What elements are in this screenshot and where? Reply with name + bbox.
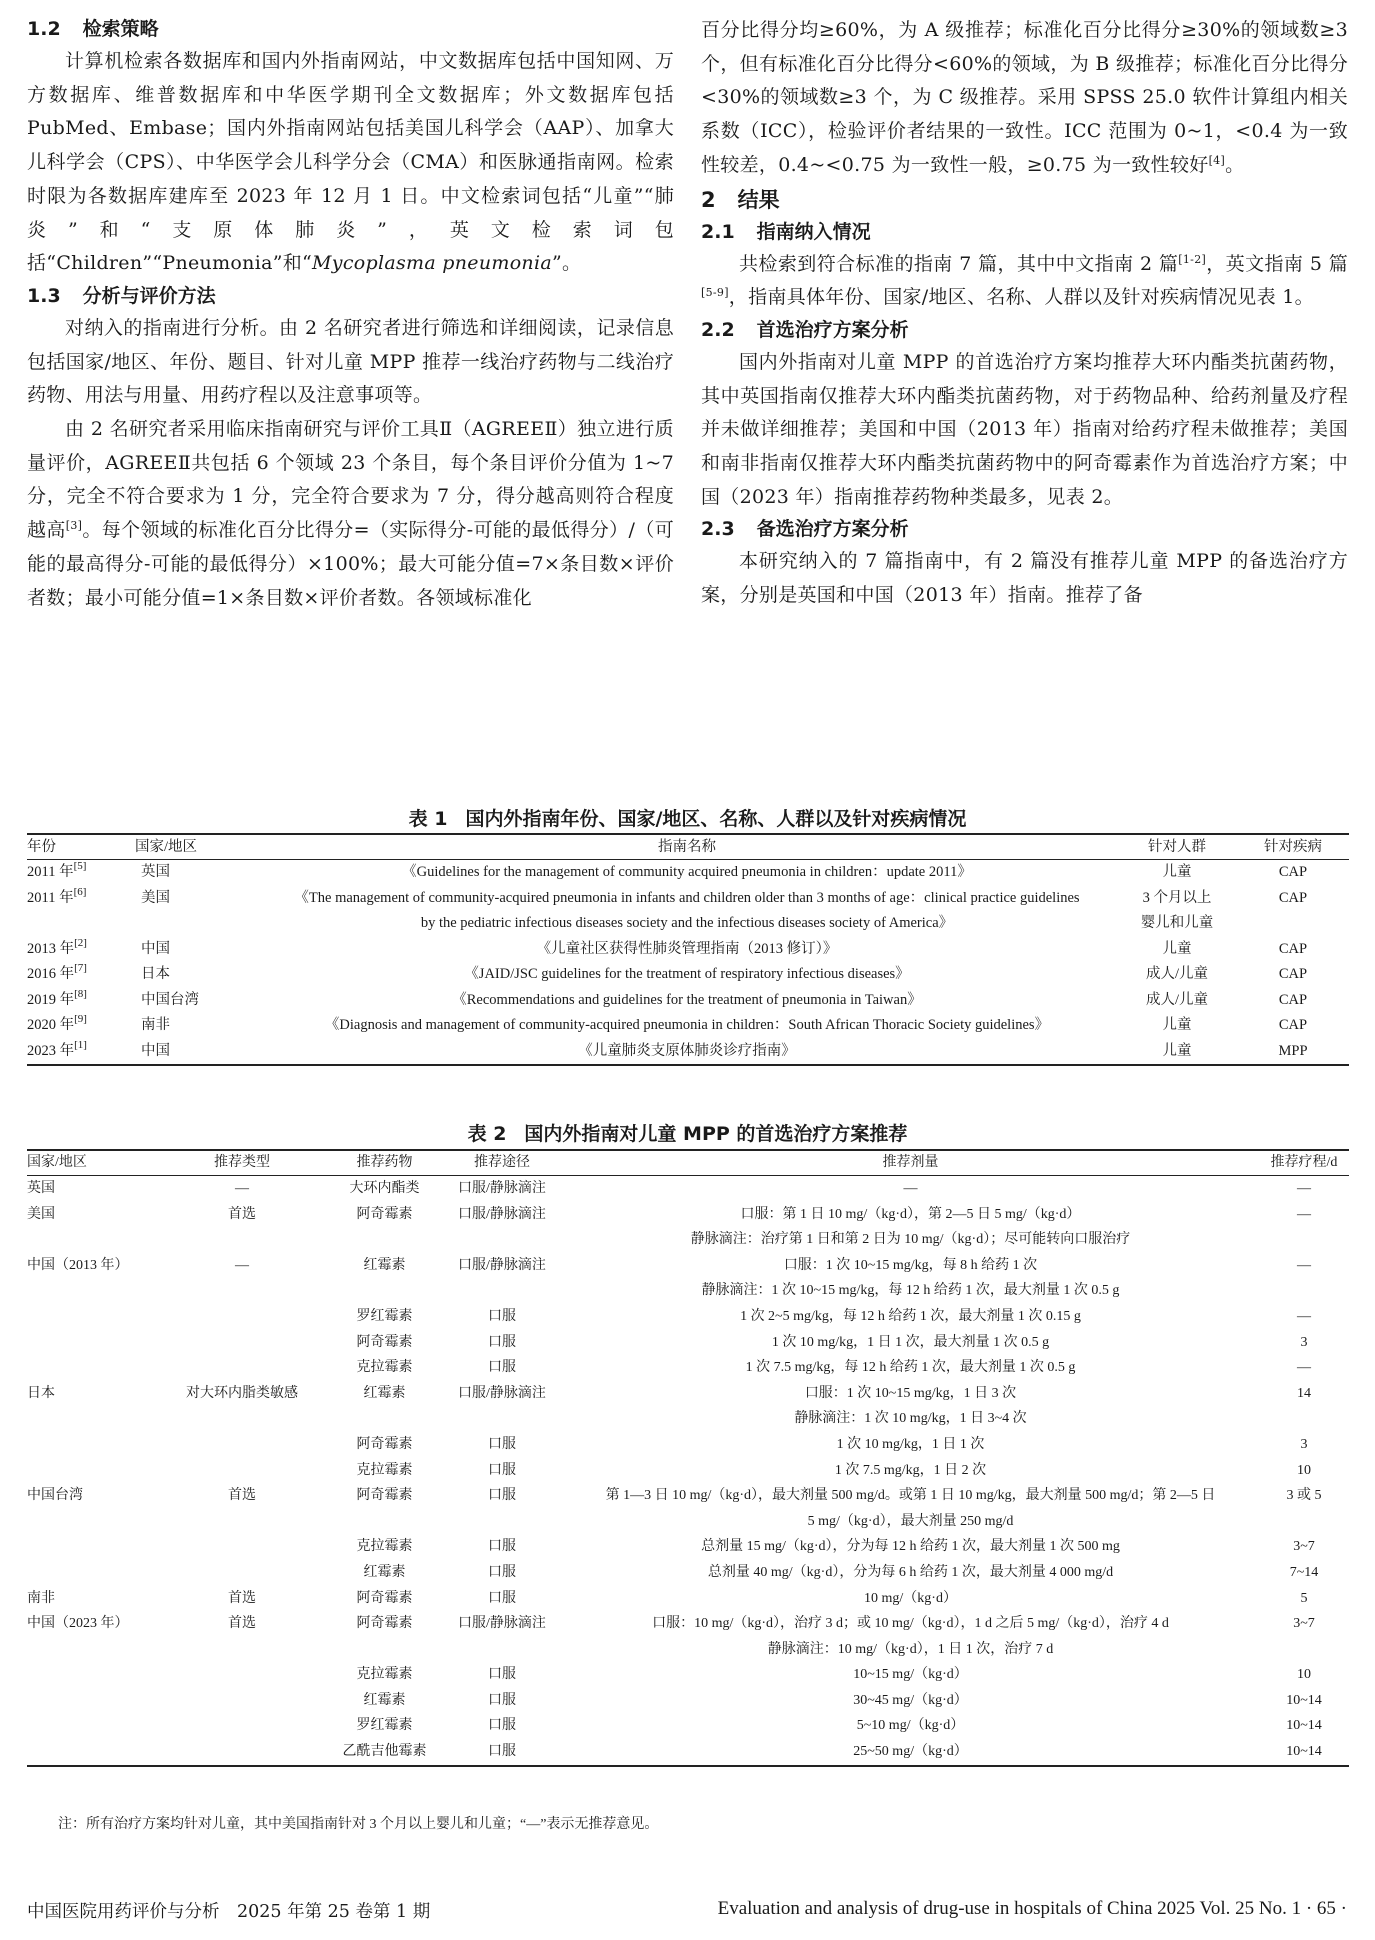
paragraph-first-line: 国内外指南对儿童 MPP 的首选治疗方案均推荐大环内酯类抗菌药物，其中英国指南仅推荐大环内酯类抗菌药物，对于药物品种、给药剂量及疗程并未做详细推荐；美国和中国（2013 年）指南对给药疗程未做推荐；美国和南非指南仅推荐大环内酯类抗菌药物中的阿奇霉素作为首选治疗方案；中国（2023 年）指南推荐药物种类最多，见表 2。 <box>701 350 1348 508</box>
citation-ref[interactable]: [1-2] <box>1178 252 1207 266</box>
table2-cell-drug: 阿奇霉素 <box>356 1436 413 1452</box>
table2-row <box>27 1304 1349 1330</box>
table2-cell-drug: 阿奇霉素 <box>356 1334 413 1350</box>
table2-header: 国家/地区 <box>27 1155 87 1170</box>
table1-cell-disease: CAP <box>1278 864 1308 880</box>
footer-journal-en: Evaluation and analysis of drug-use in hospitals of China 2025 Vol. 25 No. 1 · 65 · <box>717 1898 1347 1919</box>
table2-cell-country <box>27 1406 157 1432</box>
section-heading-2-1: 2.1 指南纳入情况 <box>701 220 871 243</box>
footer-journal-cn: 中国医院用药评价与分析 2025 年第 25 卷第 1 期 <box>27 1902 431 1922</box>
table2-cell-course <box>1259 1637 1349 1663</box>
citation-ref[interactable]: [5-9] <box>701 286 729 300</box>
table2-cell-route: 口服/静脉滴注 <box>458 1181 546 1196</box>
table1-name-line: 《儿童肺炎支原体肺炎诊疗指南》 <box>578 1042 796 1059</box>
table2-header: 推荐剂量 <box>882 1155 939 1170</box>
table1-population-line: 成人/儿童 <box>1145 991 1209 1008</box>
citation-ref[interactable]: [5] <box>73 860 87 872</box>
table2-cell-route: 口服 <box>488 1334 516 1350</box>
table2-cell-course <box>1259 1406 1349 1432</box>
table1-cell-population <box>1117 1013 1237 1039</box>
table2-cell-dose: 总剂量 15 mg/（kg·d），分为每 12 h 给药 1 次，最大剂量 1 次 500 mg <box>701 1539 1120 1555</box>
citation-ref[interactable]: [2] <box>74 936 87 949</box>
table1-cell-disease: CAP <box>1278 940 1308 957</box>
right-column <box>701 14 1348 613</box>
table1-cell-population <box>1117 886 1237 937</box>
table2-cell-dose: 1 次 7.5 mg/kg，1 日 2 次 <box>834 1462 987 1478</box>
table1-population-line: 3 个月以上 <box>1142 889 1212 906</box>
citation-ref[interactable]: [8] <box>74 987 87 1000</box>
table2-header-row <box>27 1150 1349 1176</box>
table2-cell-country <box>27 1458 157 1484</box>
table2-note: 注：所有治疗方案均针对儿童，其中美国指南针对 3 个月以上婴儿和儿童；“—”表示无推荐意见。 <box>58 1817 659 1832</box>
table2-cell-course: 10~14 <box>1286 1718 1322 1734</box>
table2-cell-drug: 阿奇霉素 <box>356 1616 413 1632</box>
table1-row <box>27 937 1349 963</box>
table2-row <box>27 1176 1349 1202</box>
table2-cell-course: 3 <box>1300 1334 1308 1350</box>
table2-header: 推荐类型 <box>214 1155 270 1170</box>
table2-cell-route: 口服/静脉滴注 <box>458 1206 546 1222</box>
table2-cell-drug <box>327 1406 442 1432</box>
table2-header: 推荐途径 <box>474 1155 530 1170</box>
table2-cell-type: 首选 <box>228 1488 256 1504</box>
table2-row <box>27 1278 1349 1304</box>
table2-row <box>27 1688 1349 1714</box>
table2-cell-course: — <box>1297 1257 1311 1273</box>
table2-cell-course: 7~14 <box>1289 1564 1319 1580</box>
table2-cell-type <box>157 1278 327 1304</box>
table2-row <box>27 1381 1349 1407</box>
table1-cell-country: 南非 <box>141 1017 170 1033</box>
table2-cell-route: 口服 <box>488 1590 516 1606</box>
table2-cell-course <box>1259 1278 1349 1304</box>
paragraph-alternative: 本研究纳入的 7 篇指南中，有 2 篇没有推荐儿童 MPP 的备选治疗方案，分别是英国和中国（2013 年）指南。推荐了备 <box>701 550 1348 607</box>
section-heading-2-3: 2.3 备选治疗方案分析 <box>701 518 909 541</box>
table1-cell-name <box>257 962 1117 988</box>
table2-row <box>27 1637 1349 1663</box>
table2-cell-route <box>442 1406 562 1432</box>
table2-cell-dose: 10 mg/（kg·d） <box>864 1590 957 1606</box>
table1-row <box>27 860 1349 886</box>
table2-cell-course: 3 或 5 <box>1286 1488 1322 1504</box>
table2-cell-dose: 1 次 10 mg/kg，1 日 1 次，最大剂量 1 次 0.5 g <box>771 1334 1050 1350</box>
table1-cell-population <box>1117 988 1237 1014</box>
table1-cell-year <box>27 1039 127 1066</box>
table2-cell-type <box>157 1688 327 1714</box>
table1-header-row <box>27 834 1349 860</box>
table2-row <box>27 1355 1349 1381</box>
table2-cell-drug: 罗红霉素 <box>356 1718 413 1734</box>
table1-cell-name <box>257 886 1117 937</box>
table2-row <box>27 1330 1349 1356</box>
table1-row <box>27 886 1349 937</box>
table2-cell-drug: 红霉素 <box>363 1257 406 1273</box>
table2-cell-drug: 克拉霉素 <box>356 1667 413 1683</box>
table1-cell-year <box>27 988 127 1014</box>
table1-cell-population <box>1117 937 1237 963</box>
left-column <box>27 14 674 615</box>
table2-cell-dose: 5~10 mg/（kg·d） <box>856 1718 965 1734</box>
table2-row <box>27 1586 1349 1612</box>
table1-year: 2011 年 <box>27 864 74 880</box>
table2-row <box>27 1432 1349 1458</box>
table2-cell-type: 首选 <box>228 1206 256 1222</box>
table2-cell-dose: 10~15 mg/（kg·d） <box>853 1667 968 1683</box>
table2-cell-country <box>27 1304 157 1330</box>
table2-cell-type: 对大环内脂类敏感 <box>186 1385 298 1401</box>
table2-cell-drug: 阿奇霉素 <box>356 1590 413 1606</box>
table2-cell-country <box>27 1227 157 1253</box>
table2-cell-course: — <box>1297 1181 1311 1196</box>
table1-cell-country: 中国 <box>141 940 170 957</box>
table1-year: 2011 年 <box>27 889 74 906</box>
table2-cell-country: 英国 <box>27 1181 55 1196</box>
table1-cell-population <box>1117 962 1237 988</box>
table2-cell-type: 首选 <box>228 1616 256 1632</box>
table1-cell-disease: CAP <box>1278 889 1308 906</box>
paragraph-inclusion: 共检索到符合标准的指南 7 篇，其中中文指南 2 篇[1-2]，英文指南 5 篇[5-9]，指南具体年份、国家/地区、名称、人群以及针对疾病情况见表 1。 <box>701 252 1348 309</box>
table2-cell-route: 口服/静脉滴注 <box>458 1257 546 1273</box>
table2-row <box>27 1560 1349 1586</box>
table2-cell-country: 南非 <box>27 1590 55 1606</box>
table1-cell-year <box>27 1013 127 1039</box>
table2-cell-drug: 克拉霉素 <box>356 1462 413 1478</box>
table1-population-line: 儿童 <box>1162 1017 1192 1033</box>
table1-row <box>27 988 1349 1014</box>
table1-cell-disease: CAP <box>1278 966 1308 982</box>
table1-name-line: by the pediatric infectious diseases society and the infectious diseases society of America》 <box>420 915 954 931</box>
table1-year: 2016 年 <box>27 966 75 982</box>
table2-cell-dose: 第 1—3 日 10 mg/（kg·d），最大剂量 500 mg/d。或第 1 日 10 mg/kg，最大剂量 500 mg/d；第 2—5 日 <box>605 1488 1216 1504</box>
table2-cell-route: 口服 <box>488 1539 516 1555</box>
table1-name-line: 《Guidelines for the management of community acquired pneumonia in children：update 2011》 <box>402 864 972 880</box>
table1-cell-disease: CAP <box>1278 991 1308 1008</box>
paragraph-grading: 百分比得分均≥60%，为 A 级推荐；标准化百分比得分≥30%的领域数≥3 个，但有标准化百分比得分<60%的领域，为 B 级推荐；标准化百分比得分<30%的领域数≥3 个，为 C 级推荐。采用 SPSS 25.0 软件计算组内相关系数（ICC），检验评价者结果的一致性。ICC 范围为 0~1，<0.4 为一致性较差，0.4~<0.75 为一致性一般，≥0.75 为一致性较好[4]。 <box>701 19 1348 176</box>
table2-cell-drug <box>327 1509 442 1535</box>
table2-cell-drug <box>327 1637 442 1663</box>
citation-ref[interactable]: [1] <box>74 1038 87 1051</box>
table2-header: 推荐疗程/d <box>1270 1155 1338 1170</box>
table2-row <box>27 1534 1349 1560</box>
table1-year: 2019 年 <box>27 991 75 1008</box>
table1-cell-disease: MPP <box>1278 1042 1308 1059</box>
section-heading-2: 2 结果 <box>701 187 780 212</box>
table1-header: 针对疾病 <box>1264 839 1322 855</box>
table2-cell-course: 10~14 <box>1286 1692 1322 1708</box>
table2-cell-route <box>442 1227 562 1253</box>
table2-cell-country <box>27 1355 157 1381</box>
table1-cell-name <box>257 1013 1117 1039</box>
table2-cell-route: 口服 <box>488 1462 516 1478</box>
table2-cell-type <box>157 1509 327 1535</box>
table2-row <box>27 1406 1349 1432</box>
table1-cell-year <box>27 937 127 963</box>
table2-cell-dose: 口服：1 次 10~15 mg/kg，每 8 h 给药 1 次 <box>783 1257 1038 1273</box>
table2-cell-course: 5 <box>1300 1590 1308 1606</box>
table2-cell-country <box>27 1637 157 1663</box>
table2-cell-country: 中国（2013 年） <box>27 1257 129 1273</box>
table2-cell-type <box>157 1662 327 1688</box>
table2-row <box>27 1483 1349 1509</box>
table2-cell-drug <box>327 1278 442 1304</box>
table2-row <box>27 1227 1349 1253</box>
table1-name-line: 《Diagnosis and management of community-acquired pneumonia in children：South African Thoracic Society guidelines》 <box>324 1017 1050 1033</box>
table2-cell-route <box>442 1637 562 1663</box>
table2-cell-country <box>27 1713 157 1739</box>
table1-population-line: 婴儿和儿童 <box>1140 915 1214 931</box>
table2-row <box>27 1253 1349 1279</box>
table2-cell-country <box>27 1432 157 1458</box>
table2-cell-country <box>27 1534 157 1560</box>
table2-cell-drug: 红霉素 <box>363 1385 406 1401</box>
table2-cell-route: 口服 <box>488 1308 516 1324</box>
table2-cell-country <box>27 1509 157 1535</box>
table1-cell-disease: CAP <box>1278 1017 1308 1033</box>
table2-cell-type <box>157 1713 327 1739</box>
paragraph-search-strategy: 计算机检索各数据库和国内外指南网站，中文数据库包括中国知网、万方数据库、维普数据库和中华医学期刊全文数据库；外文数据库包括 PubMed、Embase；国内外指南网站包括美国儿科学会（AAP）、加拿大儿科学会（CPS）、中华医学会儿科学分会（CMA）和医脉通指南网。检索时限为各数据库建库至 2023 年 12 月 1 日。中文检索词包括“儿童”“肺炎”和“支原体肺炎”，英文检索词包括“Children”“Pneumonia”和“Mycoplasma pneumonia”。 <box>27 50 674 275</box>
table2-cell-dose: 1 次 7.5 mg/kg，每 12 h 给药 1 次，最大剂量 1 次 0.5 g <box>745 1360 1076 1376</box>
table1-cell-population <box>1117 860 1237 886</box>
section-heading-2-2: 2.2 首选治疗方案分析 <box>701 318 909 341</box>
table2-cell-country <box>27 1560 157 1586</box>
table2-cell-type <box>157 1458 327 1484</box>
table2-cell-route: 口服 <box>488 1744 516 1760</box>
table2-cell-type <box>157 1560 327 1586</box>
table2-row <box>27 1713 1349 1739</box>
citation-ref[interactable]: [7] <box>74 962 87 974</box>
section-heading-1-3: 1.3 分析与评价方法 <box>27 284 216 307</box>
table2-cell-course: — <box>1297 1206 1311 1222</box>
table2-cell-type: — <box>235 1181 249 1196</box>
table2-row <box>27 1458 1349 1484</box>
table2-cell-dose: 静脉滴注：治疗第 1 日和第 2 日为 10 mg/（kg·d）；尽可能转向口服治疗 <box>690 1232 1131 1248</box>
table1-header: 针对人群 <box>1148 839 1206 855</box>
table1-cell-name <box>257 937 1117 963</box>
table1-header: 国家/地区 <box>135 839 198 855</box>
table1-row <box>27 1039 1349 1066</box>
table2-cell-country: 美国 <box>27 1206 55 1222</box>
table1-caption: 表 1 国内外指南年份、国家/地区、名称、人群以及针对疾病情况 <box>408 808 967 830</box>
table2-cell-country: 中国（2023 年） <box>27 1616 129 1632</box>
table2-cell-drug: 克拉霉素 <box>356 1539 413 1555</box>
table1-row <box>27 962 1349 988</box>
table2-cell-route: 口服 <box>488 1360 516 1376</box>
paragraph-agree-evaluation: 由 2 名研究者采用临床指南研究与评价工具Ⅱ（AGREEⅡ）独立进行质量评价，AGREEⅡ共包括 6 个领域 23 个条目，每个条目评价分值为 1~7 分，完全不符合要求为 1 分，完全符合要求为 7 分，得分越高则符合程度越高[3]。每个领域的标准化百分比得分=（实际得分-可能的最低得分）/（可能的最高得分-可能的最低得分）×100%；最大可能分值=7×条目数×评价者数；最小可能分值=1×条目数×评价者数。各领域标准化 <box>27 418 675 609</box>
table1-year: 2020 年 <box>27 1017 75 1033</box>
table2-cell-drug <box>327 1227 442 1253</box>
citation-ref[interactable]: [6] <box>73 885 87 898</box>
table2-cell-route: 口服 <box>488 1667 516 1683</box>
table2-cell-type <box>157 1739 327 1766</box>
table2-cell-course <box>1259 1227 1349 1253</box>
table1-cell-country: 英国 <box>141 864 170 880</box>
table2-cell-route <box>442 1278 562 1304</box>
table2-cell-dose: 1 次 10 mg/kg，1 日 1 次 <box>836 1436 985 1452</box>
table1-header: 指南名称 <box>658 839 716 855</box>
table2 <box>27 1149 1349 1767</box>
table2-cell-type <box>157 1355 327 1381</box>
table2-cell-course: — <box>1297 1360 1311 1376</box>
table2-header: 推荐药物 <box>356 1155 413 1170</box>
table2-cell-dose: 1 次 2~5 mg/kg，每 12 h 给药 1 次，最大剂量 1 次 0.15 g <box>740 1308 1081 1324</box>
table1-name-line: 《The management of community-acquired pneumonia in infants and children older than 3 months of age：clinical practice guidelines <box>294 889 1080 906</box>
table2-row <box>27 1739 1349 1766</box>
table2-cell-dose: 静脉滴注：1 次 10 mg/kg，1 日 3~4 次 <box>794 1411 1027 1427</box>
table2-cell-dose: 25~50 mg/（kg·d） <box>853 1744 968 1760</box>
table2-cell-course: 3~7 <box>1293 1616 1315 1632</box>
table2-cell-route: 口服 <box>488 1488 516 1504</box>
table1-cell-name <box>257 860 1117 886</box>
table2-cell-course: — <box>1297 1308 1311 1324</box>
table2-cell-type: 首选 <box>228 1590 256 1606</box>
table1-cell-year <box>27 886 127 937</box>
table2-cell-dose: 静脉滴注：10 mg/（kg·d），1 日 1 次，治疗 7 d <box>767 1641 1054 1657</box>
table1-cell-name <box>257 988 1117 1014</box>
table2-cell-route: 口服 <box>488 1436 516 1452</box>
table2-cell-country <box>27 1278 157 1304</box>
table1-year: 2013 年 <box>27 940 75 957</box>
table2-cell-drug: 乙酰吉他霉素 <box>342 1744 427 1760</box>
table2-cell-type <box>157 1534 327 1560</box>
table1-cell-year <box>27 962 127 988</box>
table2-cell-route: 口服/静脉滴注 <box>458 1616 546 1632</box>
table2-cell-drug: 红霉素 <box>363 1692 406 1708</box>
table1-row <box>27 1013 1349 1039</box>
table2-row <box>27 1202 1349 1228</box>
table2-cell-course: 14 <box>1297 1385 1311 1401</box>
table2-cell-drug: 大环内酯类 <box>349 1181 420 1196</box>
table2-cell-drug: 阿奇霉素 <box>356 1488 413 1504</box>
table1-cell-country: 日本 <box>141 966 170 982</box>
table2-cell-route: 口服/静脉滴注 <box>458 1385 546 1401</box>
table2-cell-type: — <box>235 1257 249 1273</box>
table1-population-line: 儿童 <box>1162 1042 1192 1059</box>
table2-cell-type <box>157 1227 327 1253</box>
table1-cell-country: 美国 <box>141 889 170 906</box>
table1-name-line: 《JAID/JSC guidelines for the treatment of respiratory infectious diseases》 <box>464 966 910 982</box>
table2-cell-dose: 口服：第 1 日 10 mg/（kg·d），第 2—5 日 5 mg/（kg·d） <box>740 1206 1081 1222</box>
table1-header: 年份 <box>27 839 56 855</box>
table1-cell-year <box>27 860 127 886</box>
table2-cell-country <box>27 1330 157 1356</box>
table2-cell-type <box>157 1432 327 1458</box>
table1-cell-name <box>257 1039 1117 1066</box>
table2-cell-country <box>27 1688 157 1714</box>
table2-cell-route: 口服 <box>488 1564 516 1580</box>
table2-cell-course: 3~7 <box>1293 1539 1315 1555</box>
table2-cell-dose: 口服：1 次 10~15 mg/kg，1 日 3 次 <box>804 1385 1017 1401</box>
table2-cell-route <box>442 1509 562 1535</box>
table2-cell-country: 中国台湾 <box>27 1488 83 1504</box>
section-heading-1-2: 1.2 检索策略 <box>27 18 159 40</box>
table2-cell-route: 口服 <box>488 1718 516 1734</box>
table2-cell-drug: 阿奇霉素 <box>356 1206 413 1222</box>
table1 <box>27 833 1349 1066</box>
table2-cell-dose: 总剂量 40 mg/（kg·d），分为每 6 h 给药 1 次，最大剂量 4 000 mg/d <box>707 1564 1114 1580</box>
table1-population-line: 成人/儿童 <box>1145 966 1209 982</box>
table2-cell-course: 3 <box>1300 1436 1308 1452</box>
table2-cell-course: 10 <box>1297 1462 1311 1478</box>
paragraph-analysis-method: 对纳入的指南进行分析。由 2 名研究者进行筛选和详细阅读，记录信息包括国家/地区、年份、题目、针对儿童 MPP 推荐一线治疗药物与二线治疗药物、用法与用量、用药疗程以及注意事项等。 <box>27 316 674 407</box>
table2-cell-dose: 30~45 mg/（kg·d） <box>853 1692 968 1708</box>
citation-ref[interactable]: [9] <box>74 1013 87 1025</box>
table2-cell-route: 口服 <box>488 1692 516 1708</box>
table2-cell-course: 10~14 <box>1286 1744 1322 1760</box>
table2-cell-country <box>27 1739 157 1766</box>
table1-year: 2023 年 <box>27 1042 75 1059</box>
table2-cell-type <box>157 1406 327 1432</box>
table1-population-line: 儿童 <box>1162 864 1192 880</box>
table2-cell-country <box>27 1662 157 1688</box>
table2-cell-dose: 5 mg/（kg·d），最大剂量 250 mg/d <box>807 1513 1014 1529</box>
table2-cell-drug: 罗红霉素 <box>356 1308 413 1324</box>
table2-cell-course <box>1259 1509 1349 1535</box>
table2-caption: 表 2 国内外指南对儿童 MPP 的首选治疗方案推荐 <box>467 1123 908 1145</box>
table2-row <box>27 1662 1349 1688</box>
citation-ref[interactable]: [3] <box>65 519 83 533</box>
table2-row <box>27 1509 1349 1535</box>
table2-cell-country: 日本 <box>27 1385 55 1401</box>
table1-cell-country: 中国 <box>141 1042 170 1059</box>
table2-cell-dose: 口服：10 mg/（kg·d），治疗 3 d；或 10 mg/（kg·d），1 d 之后 5 mg/（kg·d），治疗 4 d <box>652 1616 1169 1632</box>
table1-name-line: 《儿童社区获得性肺炎管理指南（2013 修订）》 <box>536 940 838 957</box>
table2-cell-type <box>157 1637 327 1663</box>
table2-cell-dose: 静脉滴注：1 次 10~15 mg/kg，每 12 h 给药 1 次，最大剂量 1 次 0.5 g <box>701 1283 1120 1299</box>
table2-cell-dose: — <box>903 1181 918 1196</box>
table2-cell-drug: 克拉霉素 <box>356 1360 413 1376</box>
table2-cell-type <box>157 1330 327 1356</box>
table1-name-line: 《Recommendations and guidelines for the treatment of pneumonia in Taiwan》 <box>452 991 922 1008</box>
table2-cell-course: 10 <box>1297 1667 1311 1683</box>
table2-cell-drug: 红霉素 <box>363 1564 406 1580</box>
table1-cell-country: 中国台湾 <box>141 991 199 1008</box>
table2-row <box>27 1611 1349 1637</box>
table1-cell-population <box>1117 1039 1237 1066</box>
table2-cell-type <box>157 1304 327 1330</box>
table1-population-line: 儿童 <box>1162 940 1192 957</box>
citation-ref[interactable]: [4] <box>1208 153 1226 167</box>
